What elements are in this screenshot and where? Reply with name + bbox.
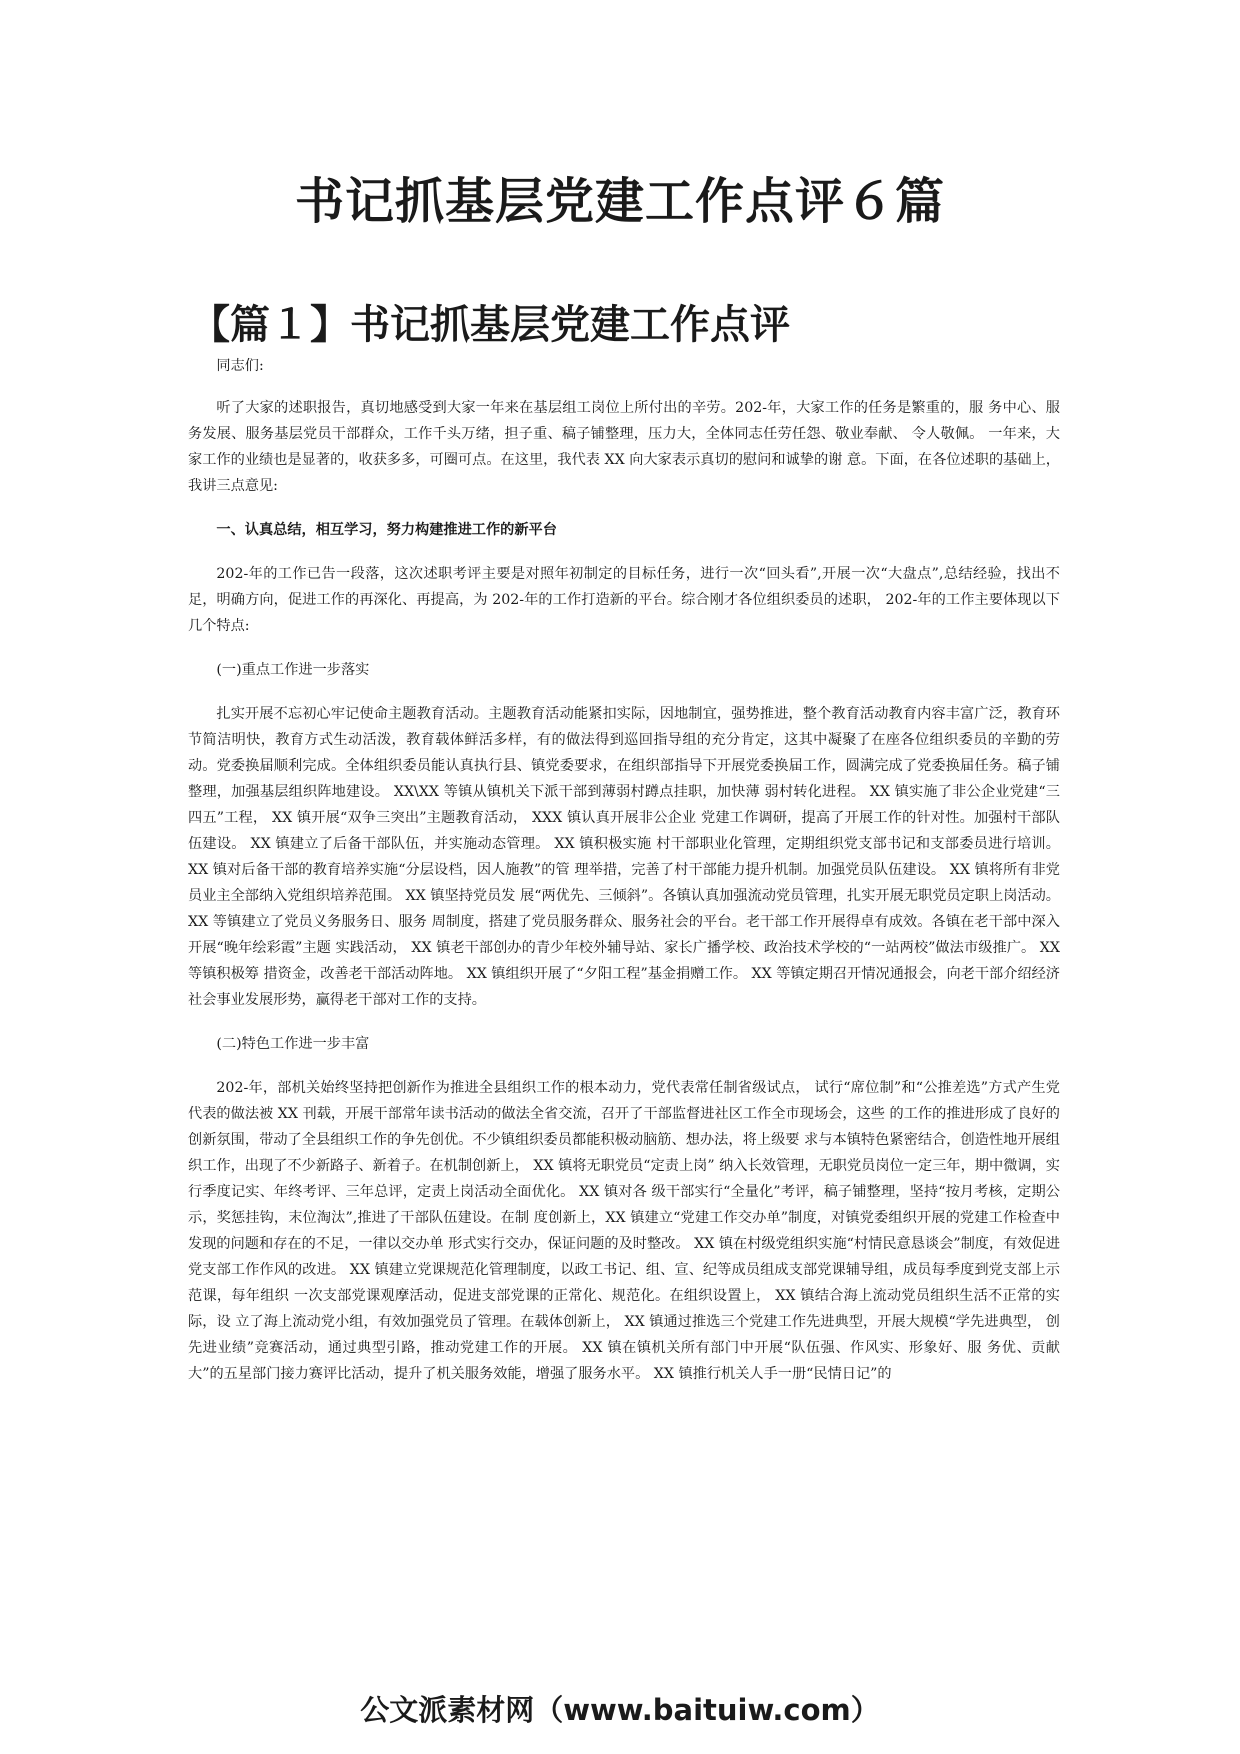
document-title: 书记抓基层党建工作点评６篇 [294,173,945,230]
paragraph-summary: 202-年的工作已告一段落，这次述职考评主要是对照年初制定的目标任务，进行一次“回头看”,开展一次“大盘点”,总结经验，找出不足，明确方向，促进工作的再深化、再提高，为 202-年的工作打造新的平台。综合刚才各位组织委员的述职， 202-年的工作主要体现以下几个特点: [188,566,1060,634]
subheading-2: (二)特色工作进一步丰富 [216,1036,370,1052]
salutation: 同志们: [216,358,264,374]
heading-level-1: 一、认真总结，相互学习，努力构建推进工作的新平台 [216,522,557,538]
document-body [188,353,1060,1387]
footer-source: 公文派素材网（www.baituiw.com） [360,1693,880,1727]
subheading-1: (一)重点工作进一步落实 [216,662,370,678]
section-title: 【篇１】书记抓基层党建工作点评 [190,302,790,348]
paragraph-subsection-1: 扎实开展不忘初心牢记使命主题教育活动。主题教育活动能紧扣实际，因地制宜，强势推进，整个教育活动教育内容丰富广泛，教育环节简洁明快，教育方式生动活泼，教育载体鲜活多样，有的做法得到巡回指导组的充分肯定，这其中凝聚了在座各位组织委员的辛勤的劳动。党委换届顺利完成。全体组织委员能认真执行县、镇党委要求，在组织部指导下开展党委换届工作，圆满完成了党委换届任务。稿子铺整理，加强基层组织阵地建设。 XX\XX 等镇从镇机关下派干部到薄弱村蹲点挂职，加快薄 弱村转化进程。 XX 镇实施了非公企业党建“三四五”工程， XX 镇开展“双争三突出”主题教育活动， XXX 镇认真开展非公企业 党建工作调研，提高了开展工作的针对性。加强村干部队伍建设。 XX 镇建立了后备干部队伍，并实施动态管理。 XX 镇积极实施 村干部职业化管理，定期组织党支部书记和支部委员进行培训。 XX 镇对后备干部的教育培养实施“分层设档，因人施教”的管 理举措，完善了村干部能力提升机制。加强党员队伍建设。 XX 镇将所有非党员业主全部纳入党组织培养范围。 XX 镇坚持党员发 展“两优先、三倾斜”。各镇认真加强流动党员管理，扎实开展无职党员定职上岗活动。 XX 等镇建立了党员义务服务日、服务 周制度，搭建了党员服务群众、服务社会的平台。老干部工作开展得卓有成效。各镇在老干部中深入开展“晚年绘彩霞”主题 实践活动， XX 镇老干部创办的青少年校外辅导站、家长广播学校、政治技术学校的“一站两校”做法市级推广。 XX 等镇积极筹 措资金，改善老干部活动阵地。 XX 镇组织开展了“夕阳工程”基金捐赠工作。 XX 等镇定期召开情况通报会，向老干部介绍经济 社会事业发展形势，赢得老干部对工作的支持。 [188,706,1060,1008]
paragraph-subsection-2: 202-年，部机关始终坚持把创新作为推进全县组织工作的根本动力，党代表常任制省级试点， 试行“席位制”和“公推差选”方式产生党代表的做法被 XX 刊载，开展干部常年读书活动的做法全省交流，召开了干部监督进社区工作全市现场会，这些 的工作的推进形成了良好的创新氛围，带动了全县组织工作的争先创优。不少镇组织委员都能积极动脑筋、想办法，将上级要 求与本镇特色紧密结合，创造性地开展组织工作，出现了不少新路子、新着子。在机制创新上， XX 镇将无职党员“定责上岗” 纳入长效管理，无职党员岗位一定三年，期中微调，实行季度记实、年终考评、三年总评，定责上岗活动全面优化。 XX 镇对各 级干部实行“全量化”考评，稿子铺整理，坚持“按月考核，定期公示，奖惩挂钩，末位淘汰”,推进了干部队伍建设。在制 度创新上，XX 镇建立“党建工作交办单”制度，对镇党委组织开展的党建工作检查中发现的问题和存在的不足，一律以交办单 形式实行交办，保证问题的及时整改。 XX 镇在村级党组织实施“村情民意恳谈会”制度，有效促进党支部工作作风的改进。 XX 镇建立党课规范化管理制度，以政工书记、组、宣、纪等成员组成支部党课辅导组，成员每季度到党支部上示范课，每年组织 一次支部党课观摩活动，促进支部党课的正常化、规范化。在组织设置上， XX 镇结合海上流动党员组织生活不正常的实际，设 立了海上流动党小组，有效加强党员了管理。在载体创新上， XX 镇通过推选三个党建工作先进典型，开展大规模“学先进典型， 创先进业绩”竞赛活动，通过典型引路，推动党建工作的开展。 XX 镇在镇机关所有部门中开展“队伍强、作风实、形象好、服 务优、贡献大”的五星部门接力赛评比活动，提升了机关服务效能，增强了服务水平。 XX 镇推行机关人手一册“民情日记”的 [188,1080,1060,1382]
paragraph-intro: 听了大家的述职报告，真切地感受到大家一年来在基层组工岗位上所付出的辛劳。202-年，大家工作的任务是繁重的，服 务中心、服务发展、服务基层党员干部群众，工作千头万绪，担子重、稿子铺整理，压力大，全体同志任劳任怨、敬业奉献、 令人敬佩。 一年来，大家工作的业绩也是显著的，收获多多，可圈可点。在这里，我代表 XX 向大家表示真切的慰问和诚挚的谢 意。下面，在各位述职的基础上，我讲三点意见: [188,400,1060,494]
